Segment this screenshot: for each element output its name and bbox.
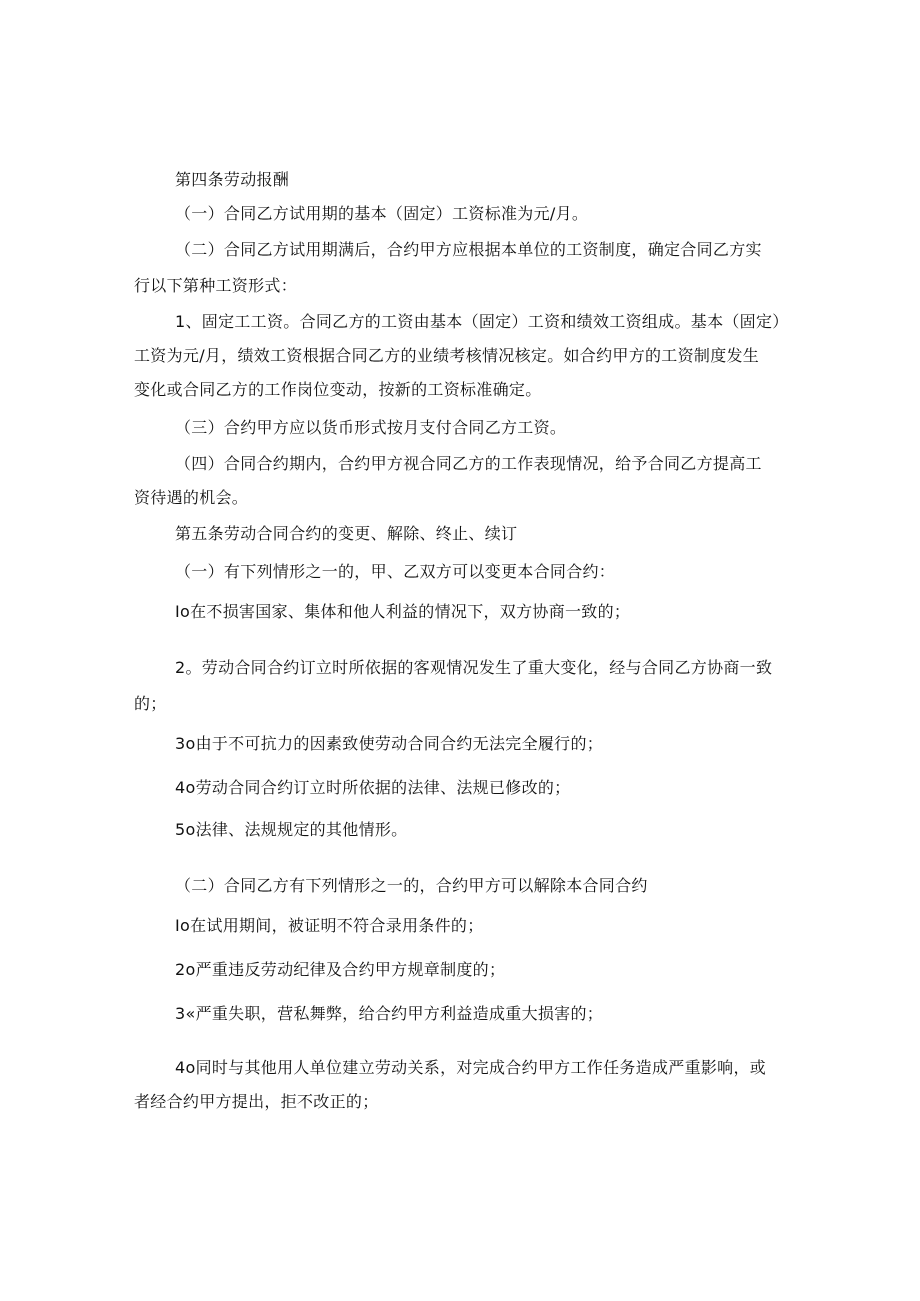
paragraph-line: （二）合同乙方试用期满后，合约甲方应根据本单位的工资制度，确定合同乙方实 <box>175 240 762 259</box>
list-item: 3«严重失职，营私舞弊，给合约甲方利益造成重大损害的； <box>175 1004 604 1023</box>
list-item: 2o严重违反劳动纪律及合约甲方规章制度的； <box>175 960 506 979</box>
paragraph-line: 变化或合同乙方的工作岗位变动，按新的工资标准确定。 <box>134 380 542 399</box>
paragraph-line: 行以下第种工资形式： <box>134 276 298 295</box>
list-item-continuation: 者经合约甲方提出，拒不改正的； <box>134 1092 379 1111</box>
heading-article-5: 第五条劳动合同合约的变更、解除、终止、续订 <box>175 524 518 543</box>
paragraph-line: （二）合同乙方有下列情形之一的，合约甲方可以解除本合同合约 <box>175 876 648 895</box>
paragraph-line: （一）合同乙方试用期的基本（固定）工资标准为元/月。 <box>175 204 589 223</box>
paragraph-line: （三）合约甲方应以货币形式按月支付合同乙方工资。 <box>175 418 567 437</box>
heading-article-4: 第四条劳动报酬 <box>175 170 290 189</box>
list-item: 4o同时与其他用人单位建立劳动关系，对完成合约甲方工作任务造成严重影响，或 <box>175 1058 767 1077</box>
list-item: Io在不损害国家、集体和他人利益的情况下，双方协商一致的； <box>175 602 631 621</box>
paragraph-line: （一）有下列情形之一的，甲、乙双方可以变更本合同合约： <box>175 562 616 581</box>
list-item: Io在试用期间，被证明不符合录用条件的； <box>175 916 484 935</box>
list-item: 4o劳动合同合约订立时所依据的法律、法规已修改的； <box>175 778 571 797</box>
paragraph-line: 工资为元/月，绩效工资根据合同乙方的业绩考核情况核定。如合约甲方的工资制度发生 <box>134 346 760 365</box>
list-item: 5o法律、法规规定的其他情形。 <box>175 820 408 839</box>
list-item: 3o由于不可抗力的因素致使劳动合同合约无法完全履行的； <box>175 734 604 753</box>
list-item-continuation: 的； <box>134 694 167 713</box>
list-item: 2。劳动合同合约订立时所依据的客观情况发生了重大变化，经与合同乙方协商一致 <box>175 658 773 677</box>
paragraph-line: 资待遇的机会。 <box>134 488 249 507</box>
paragraph-line: （四）合同合约期内，合约甲方视合同乙方的工作表现情况，给予合同乙方提高工 <box>175 454 762 473</box>
paragraph-line: 1、固定工工资。合同乙方的工资由基本（固定）工资和绩效工资组成。基本（固定） <box>175 312 789 331</box>
